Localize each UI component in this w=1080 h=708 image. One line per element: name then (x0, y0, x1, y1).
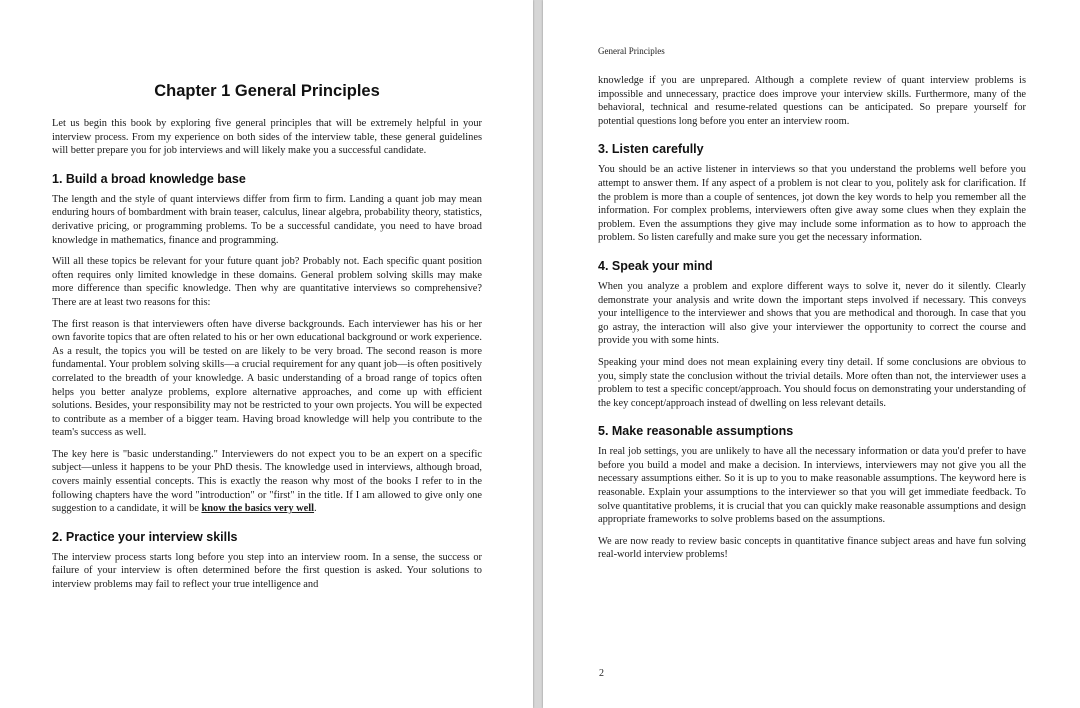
section-4-paragraph-1: When you analyze a problem and explore different ways to solve it, never do it silently. Clearly demonstrate your analysis and write down the important steps involved if necessary. This conveys your intelligence to the interviewer and shows that you are methodical and thorough. In case that you go astray, the interaction will also give your interviewer the opportunity to correct the course and provide you with some hints. (598, 280, 1026, 347)
section-heading-5: 5. Make reasonable assumptions (598, 424, 794, 439)
running-head: General Principles (598, 46, 665, 56)
paragraph-text: The key here is "basic understanding." Interviewers do not expect you to be an expert on a specific subject—unless it happens to be your PhD thesis. The knowledge used in interviews, although broad, covers mainly essential concepts. This is exactly the reason why most of the books I refer to in the following chapters have the word "introduction" or "first" in the title. If I am allowed to give only one suggestion to a candidate, it will be (52, 448, 482, 515)
intro-paragraph: Let us begin this book by exploring five general principles that will be extremely helpful in your interview process. From my experience on both sides of the interview table, these general guidelines will better prepare you for job interviews and will likely make you a successful candidate. (52, 118, 482, 157)
section-heading-1: 1. Build a broad knowledge base (52, 171, 246, 186)
section-5-paragraph-1: In real job settings, you are unlikely to have all the necessary information or data you'd prefer to have before you build a model and make a decision. In interviews, interviewers may not give you all the necessary assumptions either. So it is up to you to make reasonable assumptions. The keyword here is reasonable. Explain your assumptions to the interviewer so that you will get immediate feedback. To solve quantitative problems, it is crucial that you can quickly make reasonable assumptions and design appropriate frameworks to solve problems based on the assumptions. (598, 446, 1026, 526)
section-heading-3: 3. Listen carefully (598, 142, 704, 157)
section-1-paragraph-1: The length and the style of quant interviews differ from firm to firm. Landing a quant job may mean enduring hours of bombardment with brain teaser, calculus, linear algebra, probability theory, statistics, derivative pricing, or programming problems. To be a successful candidate, you need to have broad knowledge in mathematics, finance and programming. (52, 193, 482, 246)
right-page-content (598, 74, 1026, 570)
section-3-paragraph-1: You should be an active listener in interviews so that you understand the problems well before you attempt to answer them. If any aspect of a problem is not clear to you, politely ask for clarification. If the problem is more than a couple of sentences, jot down the key words to help you remember all the information. For complex problems, interviewers often give away some clues when they explain the problem. Even the assumptions they give may include some information as to how to approach the problem. So listen carefully and make sure you get the necessary information. (598, 164, 1026, 244)
left-page (0, 0, 533, 708)
page-number: 2 (599, 668, 604, 679)
emphasized-phrase: know the basics very well (201, 503, 315, 515)
section-4-paragraph-2: Speaking your mind does not mean explaining every tiny detail. If some conclusions are obvious to you, simply state the conclusion without the trivial details. More often than not, the interviewer uses a problem to test a specific concept/approach. You should focus on demonstrating your understanding of the key concept/approach instead of dwelling on less relevant details. (598, 356, 1026, 409)
section-heading-4: 4. Speak your mind (598, 258, 713, 273)
left-page-content (52, 78, 482, 600)
section-heading-2: 2. Practice your interview skills (52, 529, 238, 544)
continuation-paragraph: knowledge if you are unprepared. Although a complete review of quant interview problems is impossible and unnecessary, practice does improve your interview skills. Furthermore, many of the behavioral, technical and resume-related questions can be anticipated. So prepare yourself for potential questions long before you enter an interview room. (598, 75, 1026, 127)
section-2-paragraph-1: The interview process starts long before you step into an interview room. In a sense, the success or failure of your interview is often determined before the first question is asked. Your solutions to interview problems may fail to reflect your true intelligence and (52, 551, 482, 591)
section-1-paragraph-4 (52, 448, 482, 516)
right-page (543, 0, 1080, 708)
section-5-paragraph-2: We are now ready to review basic concepts in quantitative finance subject areas and have fun solving real-world interview problems! (598, 535, 1026, 561)
paragraph-text-end: . (314, 503, 317, 515)
section-1-paragraph-3: The first reason is that interviewers often have diverse backgrounds. Each interviewer has his or her own favorite topics that are often related to his or her own educational background or work experience. As a result, the topics you will be tested on are likely to be very broad. The second reason is more fundamental. Your problem solving skills—a crucial requirement for any quant job—is often positively correlated to the breadth of your knowledge. A basic understanding of a broad range of topics often helps you better analyze problems, explore alternative approaches, and come up with efficient solutions. Besides, your responsibility may not be restricted to your own projects. You will be expected to contribute as a member of a bigger team. Having broad knowledge will help you contribute to the team's success as well. (52, 318, 482, 439)
section-1-paragraph-2: Will all these topics be relevant for your future quant job? Probably not. Each specific quant position often requires only limited knowledge in these domains. General problem solving skills may make more difference than specific knowledge. Then why are quantitative interviews so comprehensive? There are at least two reasons for this: (52, 256, 482, 308)
chapter-title: Chapter 1 General Principles (154, 82, 380, 100)
